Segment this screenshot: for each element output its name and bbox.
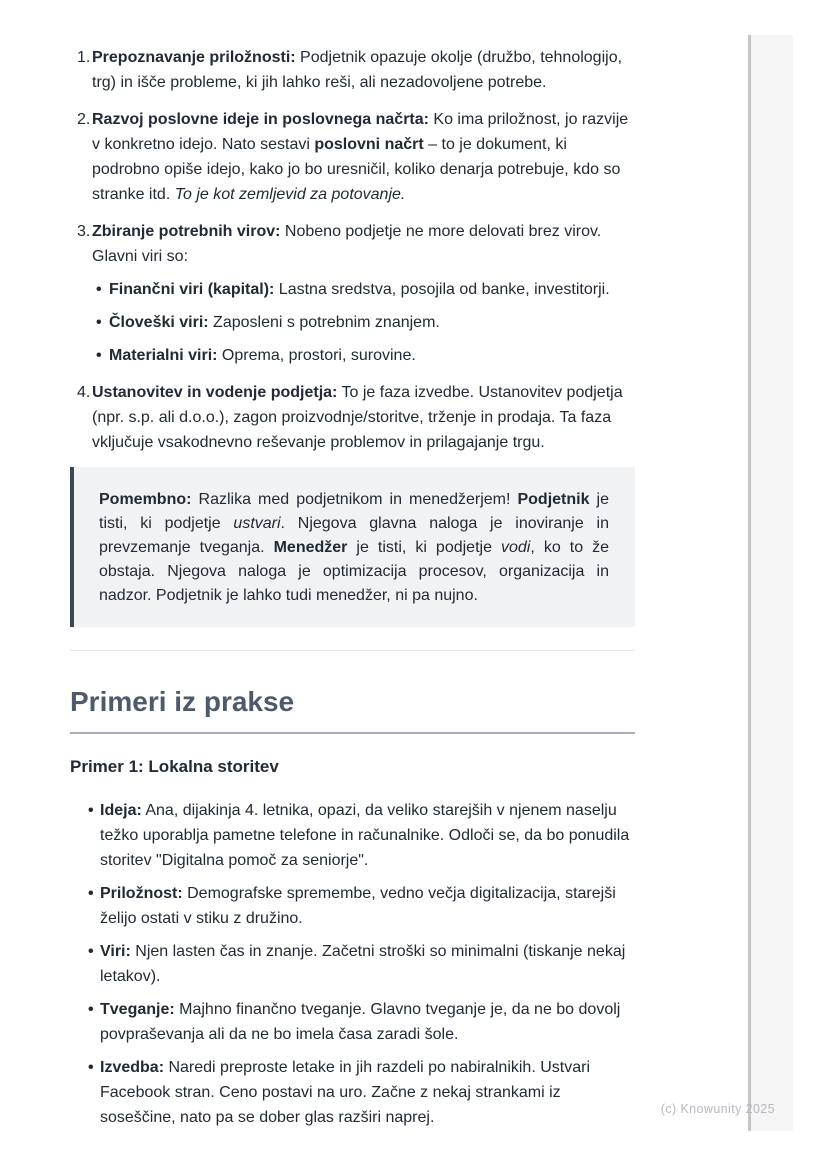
bullet-icon: • — [88, 1059, 94, 1076]
list-item-text — [92, 219, 635, 368]
document-content — [70, 45, 635, 1138]
scrollbar-track[interactable] — [748, 35, 793, 1131]
list-item — [70, 219, 635, 368]
list-item — [92, 310, 635, 335]
list-item-text: Razvoj poslovne ideje in poslovnega načrta: Ko ima priložnost, jo razvije v konkretno idejo. Nato sestavi poslovni načrt – to je dokument, ki podrobno opiše idejo, kako jo bo uresničil, koliko denarja potrebuje, kdo so stranke itd. To je kot zemljevid za potovanje. — [92, 111, 629, 203]
list-item-text: Materialni viri: Oprema, prostori, surovine. — [109, 347, 416, 364]
bullet-icon: • — [88, 943, 94, 960]
list-number: 2. — [77, 111, 91, 128]
list-item-text: Priložnost: Demografske spremembe, vedno večja digitalizacija, starejši želijo ostati v stiku z družino. — [100, 885, 616, 927]
list-item-text: Izvedba: Naredi preproste letake in jih razdeli po nabiralnikih. Ustvari Facebook stran. Ceno postavi na uro. Začne z nekaj strankami iz soseščine, nato pa se dober glas razširi naprej. — [100, 1059, 590, 1126]
bullet-icon: • — [88, 802, 94, 819]
watermark-text: (c) Knowunity 2025 — [660, 1102, 775, 1116]
important-callout — [70, 467, 635, 627]
bullet-icon: • — [96, 347, 102, 364]
bullet-icon: • — [96, 281, 102, 298]
list-item-text: Tveganje: Majhno finančno tveganje. Glavno tveganje je, da ne bo dovolj povpraševanja ali da ne bo imela časa zaradi šole. — [100, 1001, 621, 1043]
list-item — [92, 343, 635, 368]
list-item — [92, 277, 635, 302]
list-item-text: Ustanovitev in vodenje podjetja: To je faza izvedbe. Ustanovitev podjetja (npr. s.p. ali d.o.o.), zagon proizvodnje/storitve, trženje in prodaja. Ta faza vključuje vsakodnevno reševanje problemov in prilagajanje trgu. — [92, 384, 623, 451]
list-number: 4. — [77, 384, 91, 401]
list-item — [70, 798, 635, 873]
bullet-icon: • — [88, 885, 94, 902]
list-item-text: Finančni viri (kapital): Lastna sredstva, posojila od banke, investitorji. — [109, 281, 610, 298]
list-item-text: Viri: Njen lasten čas in znanje. Začetni stroški so minimalni (tiskanje nekaj letakov). — [100, 943, 626, 985]
list-number: 3. — [77, 223, 91, 240]
list-item — [70, 45, 635, 95]
page-title: Primeri iz prakse — [70, 684, 635, 734]
section-divider — [70, 650, 635, 651]
list-number: 1. — [77, 49, 91, 66]
list-item-lead: Zbiranje potrebnih virov: Nobeno podjetje ne more delovati brez virov. Glavni viri so: — [92, 223, 602, 265]
example-heading: Primer 1: Lokalna storitev — [70, 757, 279, 776]
list-item-text: Prepoznavanje priložnosti: Podjetnik opazuje okolje (družbo, tehnologijo, trg) in išče probleme, ki jih lahko reši, ali nezadovoljene potrebe. — [92, 49, 623, 91]
bullet-icon: • — [96, 314, 102, 331]
bullet-icon: • — [88, 1001, 94, 1018]
list-item-text: Človeški viri: Zaposleni s potrebnim znanjem. — [109, 314, 440, 331]
callout-text: Pomembno: Razlika med podjetnikom in menedžerjem! Podjetnik je tisti, ki podjetje ustvari. Njegova glavna naloga je inoviranje in prevzemanje tveganja. Menedžer je tisti, ki podjetje vodi, ko to že obstaja. Njegova naloga je optimizacija procesov, organizacija in nadzor. Podjetnik je lahko tudi menedžer, ni pa nujno. — [99, 491, 610, 604]
list-item — [70, 1055, 635, 1130]
list-item-text: Ideja: Ana, dijakinja 4. letnika, opazi, da veliko starejših v njenem naselju težko uporablja pametne telefone in računalnike. Odloči se, da bo ponudila storitev "Digitalna pomoč za seniorje". — [100, 802, 630, 869]
list-item — [70, 380, 635, 455]
list-item — [70, 881, 635, 931]
list-item — [70, 939, 635, 989]
entrepreneurship-steps-list — [70, 45, 635, 455]
list-item — [70, 107, 635, 207]
resources-sublist — [92, 277, 635, 368]
list-item — [70, 997, 635, 1047]
example-bullet-list — [70, 798, 635, 1130]
